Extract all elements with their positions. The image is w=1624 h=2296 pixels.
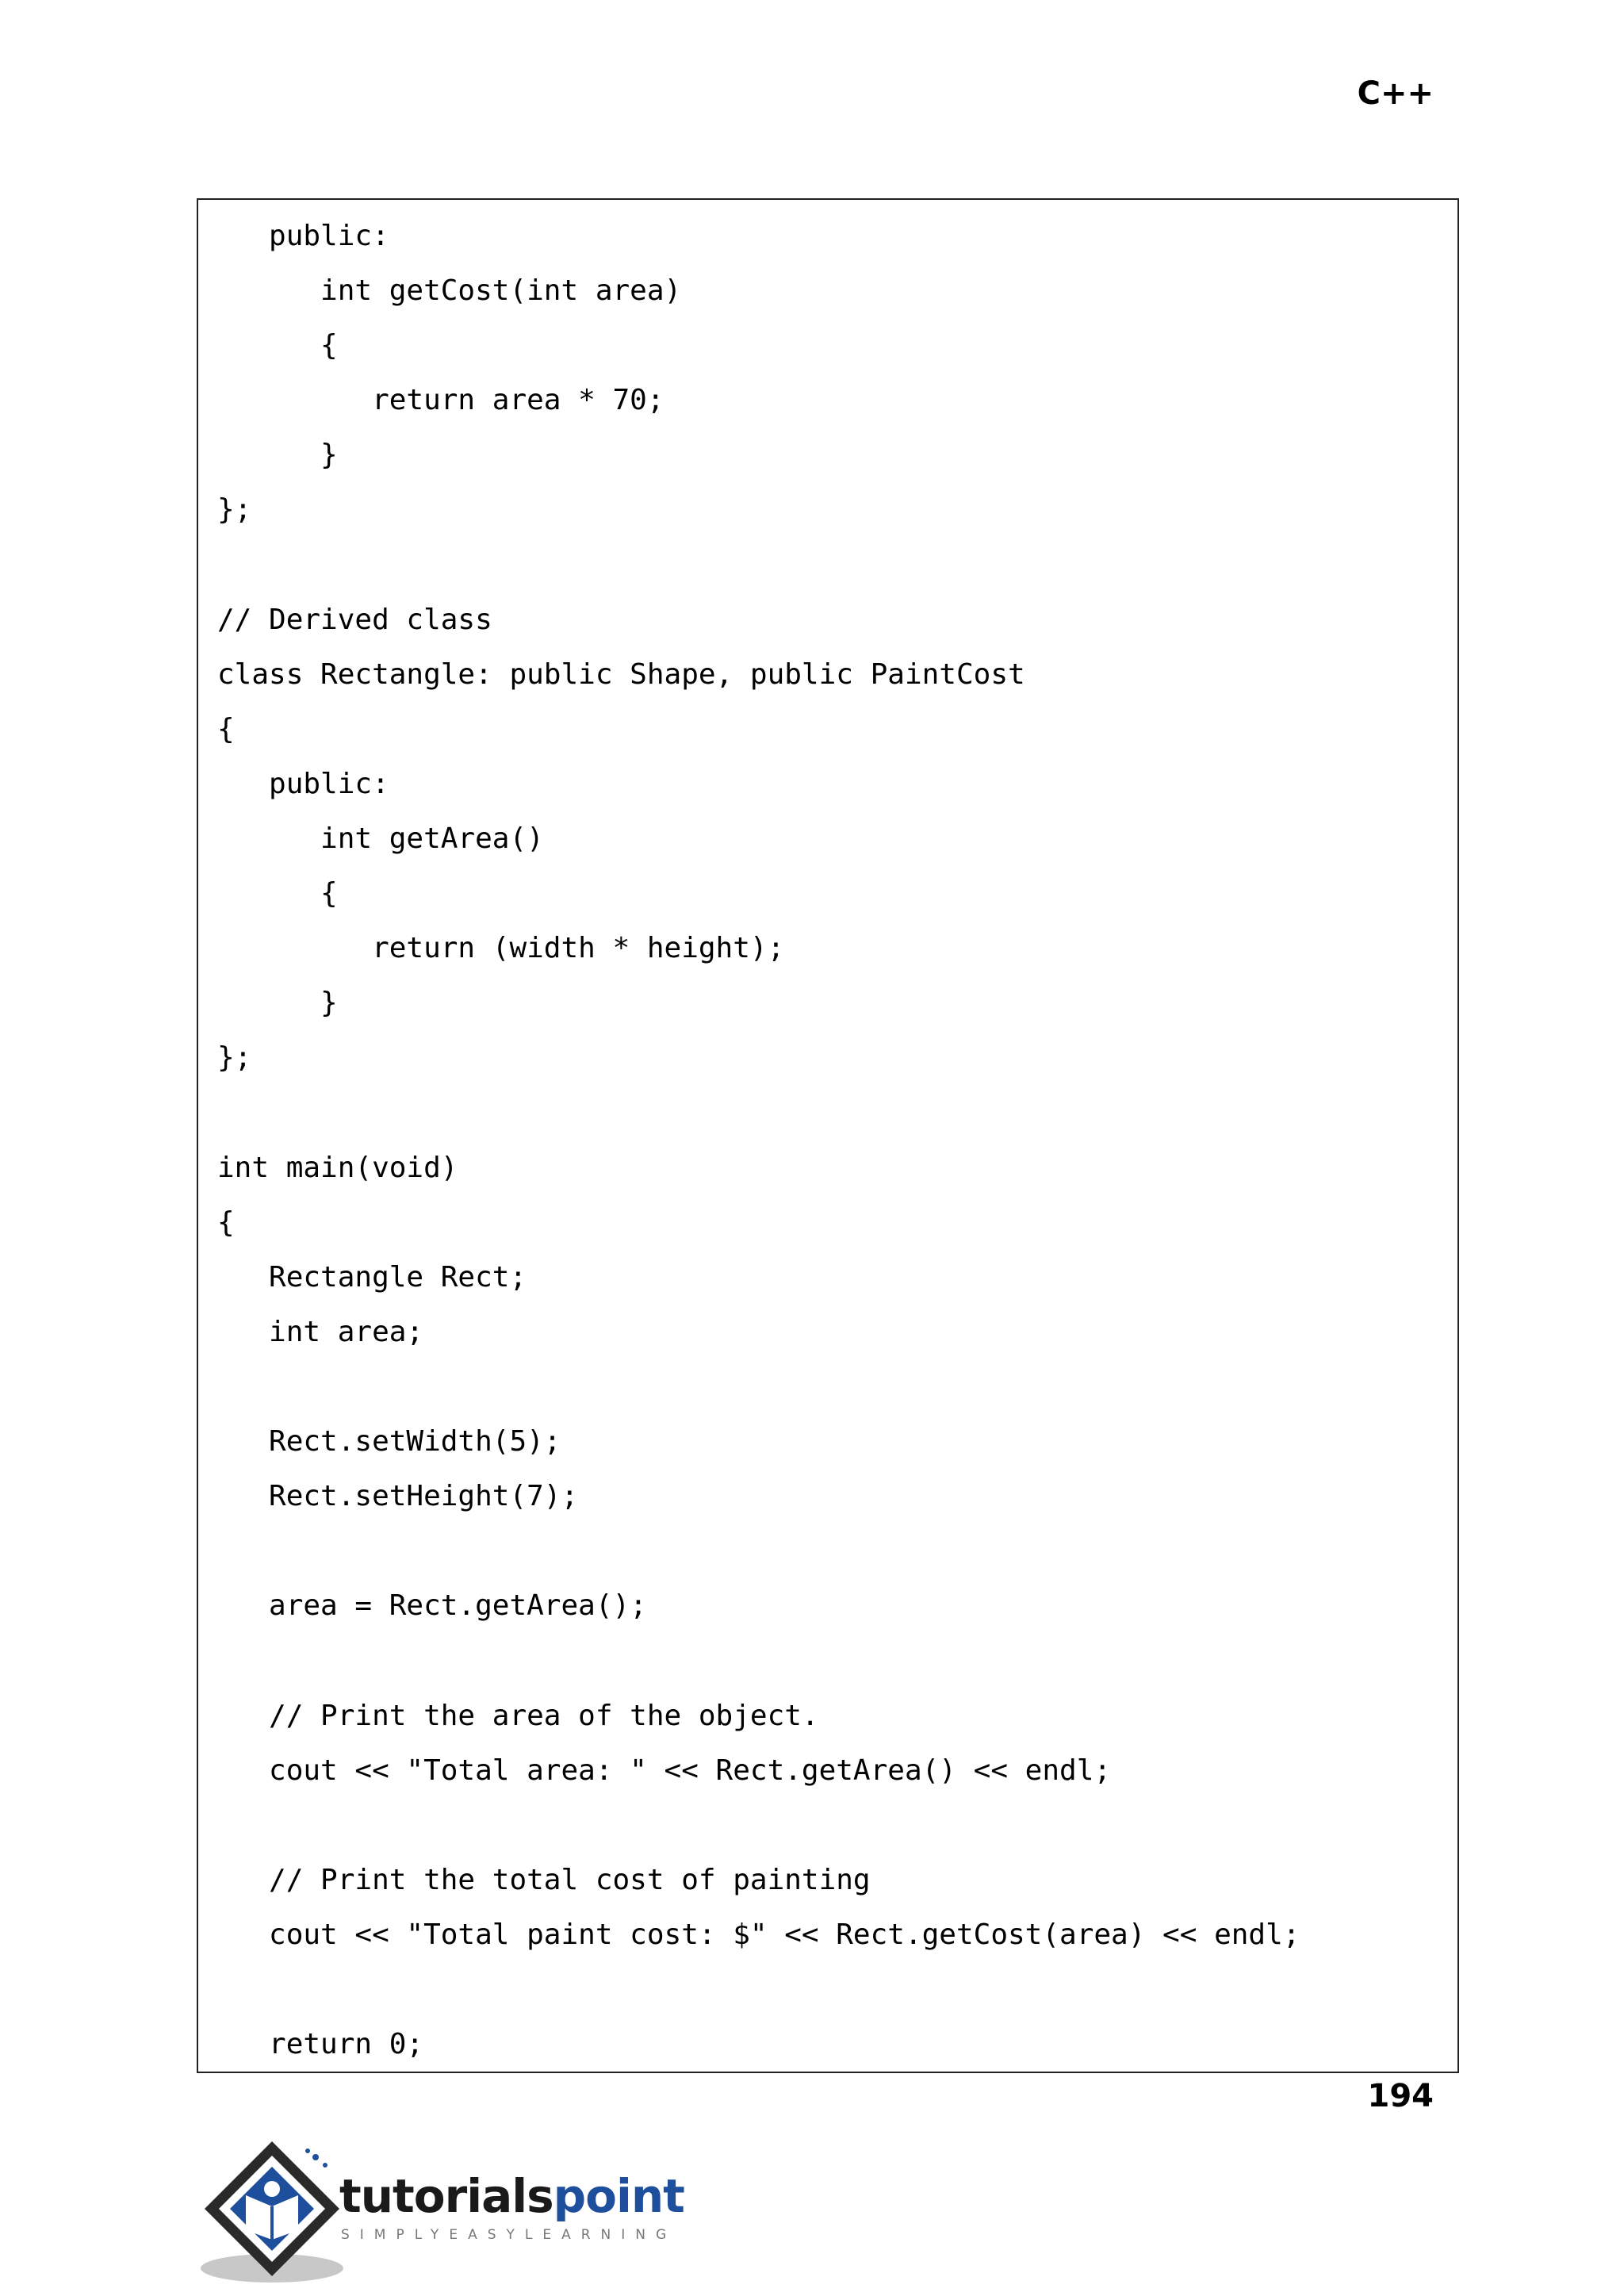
code-line: { [217,712,235,746]
code-line: cout << "Total area: " << Rect.getArea() << endl; [217,1754,1112,1787]
code-line: class Rectangle: public Shape, public PaintCost [217,657,1025,691]
code-line: area = Rect.getArea(); [217,1589,647,1623]
code-line: int main(void) [217,1151,458,1184]
code-line: return 0; [217,2028,424,2061]
code-line: }; [217,493,252,527]
code-line: } [217,987,338,1020]
logo-tagline: SIMPLYEASYLEARNING [341,2227,677,2243]
code-line [217,1807,1457,1861]
code-lines [217,217,1457,2080]
code-line: public: [217,767,389,800]
code-line: Rect.setWidth(5); [217,1425,561,1458]
logo-text-tutorials: tutorials [339,2169,553,2223]
tutorialspoint-logo [197,2133,688,2292]
logo-wordmark [339,2169,684,2223]
code-line: { [217,329,338,362]
code-line: } [217,439,338,472]
logo-text-point: point [553,2169,684,2223]
code-line [217,1368,1457,1423]
code-line: int getCost(int area) [217,274,682,308]
code-line: return (width * height); [217,932,785,965]
code-line: return area * 70; [217,384,665,417]
code-block [197,198,1459,2073]
code-line [217,1642,1457,1696]
code-line: { [217,1205,235,1239]
code-line [217,546,1457,601]
code-line: Rectangle Rect; [217,1260,527,1294]
code-line: }; [217,1041,252,1075]
page-number: 194 [1367,2078,1434,2114]
page-header-title: C++ [1357,75,1434,112]
code-line: { [217,877,338,910]
code-line [217,1971,1457,2026]
code-line: public: [217,220,389,252]
code-line: int area; [217,1315,424,1348]
code-line: // Derived class [217,603,492,636]
code-line: // Print the area of the object. [217,1699,819,1732]
code-line: cout << "Total paint cost: $" << Rect.getCost(area) << endl; [217,1918,1300,1951]
code-line: int getArea() [217,822,544,856]
code-line: // Print the total cost of painting [217,1863,871,1896]
code-line [217,1532,1457,1587]
code-line [217,1094,1457,1149]
code-line: Rect.setHeight(7); [217,1480,579,1513]
logo-emblem-icon [197,2133,355,2292]
